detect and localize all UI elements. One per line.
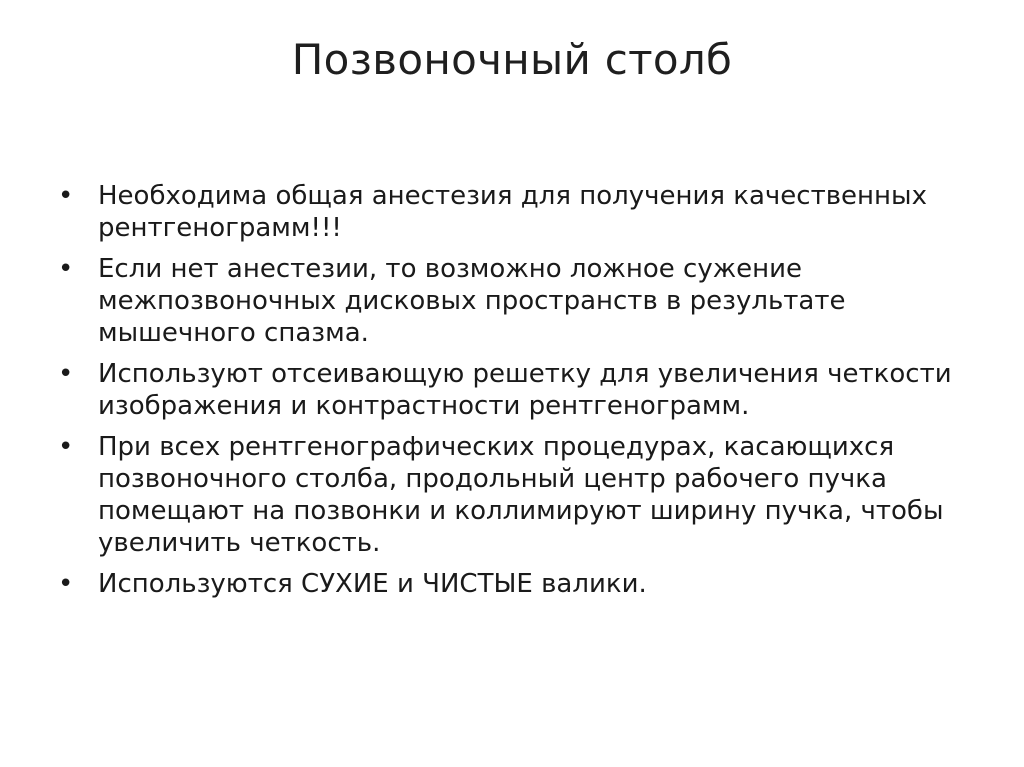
bullet-item	[58, 253, 978, 349]
bullet-dot-icon: •	[58, 254, 74, 284]
bullet-text: Используют отсеивающую решетку для увеличения четкости изображения и контрастности рентгенограмм.	[98, 359, 952, 421]
bullet-text: При всех рентгенографических процедурах, касающихся позвоночного столба, продольный центр рабочего пучка помещают на позвонки и коллимируют ширину пучка, чтобы увеличить четкость.	[98, 432, 944, 558]
bullet-dot-icon: •	[58, 569, 74, 599]
bullet-text: Используются СУХИЕ и ЧИСТЫЕ валики.	[98, 569, 647, 599]
bullet-text: Необходима общая анестезия для получения качественных рентгенограмм!!!	[98, 181, 927, 243]
bullet-dot-icon: •	[58, 432, 74, 462]
bullet-item	[58, 431, 978, 559]
bullet-item	[58, 568, 978, 600]
bullet-item	[58, 180, 978, 244]
bullet-dot-icon: •	[58, 359, 74, 389]
bullet-dot-icon: •	[58, 181, 74, 211]
bullet-list	[58, 180, 978, 609]
bullet-item	[58, 358, 978, 422]
slide-title: Позвоночный столб	[291, 35, 733, 84]
bullet-text: Если нет анестезии, то возможно ложное сужение межпозвоночных дисковых пространств в результате мышечного спазма.	[98, 254, 846, 348]
